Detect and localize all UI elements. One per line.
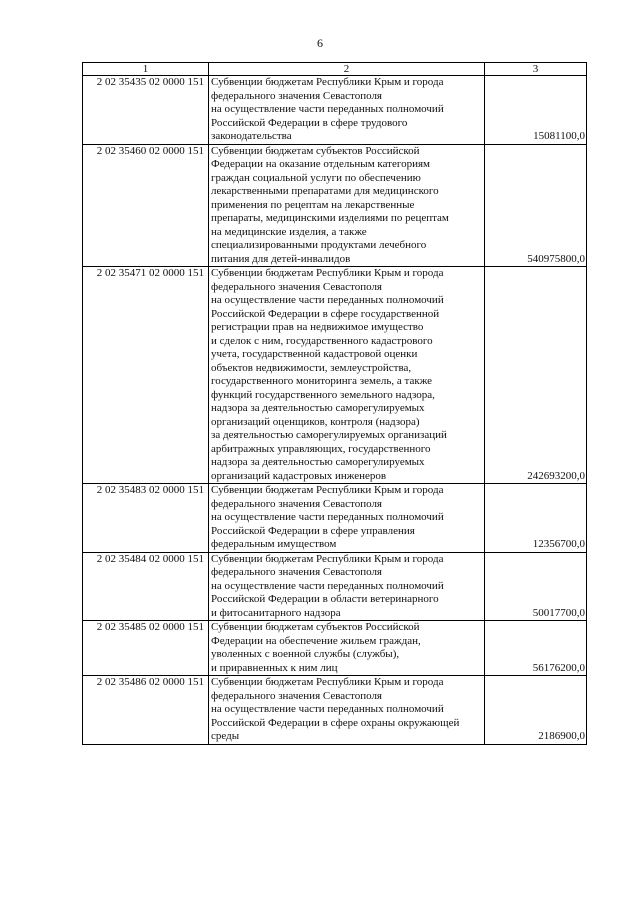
description-line: Субвенции бюджетам Республики Крым и города: [211, 76, 444, 88]
description-line: за деятельностью саморегулируемых организаций: [211, 429, 447, 441]
description-line: на осуществление части переданных полномочий: [211, 511, 444, 523]
description-line: федеральным имуществом: [211, 538, 337, 550]
description-line: государственного мониторинга земель, а также: [211, 375, 433, 387]
amount-cell: 15081100,0: [485, 76, 587, 145]
description-line: федерального значения Севастополя: [211, 689, 382, 702]
amount-cell: 12356700,0: [485, 484, 587, 553]
description-line: организаций оценщиков, контроля (надзора): [211, 415, 420, 428]
description-line: специализированными продуктами лечебного: [211, 239, 427, 251]
description-line: федерального значения Севастополя: [211, 280, 382, 293]
amount-cell: 242693200,0: [485, 267, 587, 484]
description-cell: [209, 484, 485, 553]
description-line: Российской Федерации в сфере трудового: [211, 116, 408, 129]
table-row: [83, 621, 587, 676]
classification-code: 2 02 35486 02 0000 151: [83, 676, 209, 745]
description-line: Федерации на оказание отдельным категориям: [211, 158, 431, 170]
description-line: питания для детей-инвалидов: [211, 252, 351, 265]
description-line: федерального значения Севастополя: [211, 566, 382, 578]
description-line: на медицинские изделия, а также: [211, 225, 367, 238]
column-header-2: 2: [209, 63, 485, 76]
table-row: [83, 144, 587, 267]
description-line: объектов недвижимости, землеустройства,: [211, 361, 412, 374]
amount-cell: 56176200,0: [485, 621, 587, 676]
description-line: надзора за деятельностью саморегулируемых: [211, 402, 425, 414]
classification-code: 2 02 35484 02 0000 151: [83, 552, 209, 621]
description-cell: [209, 552, 485, 621]
description-line: на осуществление части переданных полномочий: [211, 294, 444, 306]
header-row: [83, 63, 587, 76]
description-line: регистрации прав на недвижимое имущество: [211, 321, 424, 333]
description-line: организаций кадастровых инженеров: [211, 469, 387, 482]
classification-code: 2 02 35460 02 0000 151: [83, 144, 209, 267]
amount-cell: 50017700,0: [485, 552, 587, 621]
amount-cell: 2186900,0: [485, 676, 587, 745]
description-line: граждан социальной услуги по обеспечению: [211, 171, 421, 184]
column-header-3: 3: [485, 63, 587, 76]
description-line: на осуществление части переданных полномочий: [211, 579, 444, 592]
description-line: Российской Федерации в области ветеринарного: [211, 593, 439, 605]
description-line: арбитражных управляющих, государственного: [211, 442, 431, 455]
description-line: учета, государственной кадастровой оценки: [211, 348, 418, 360]
table-row: [83, 76, 587, 145]
table-row: [83, 267, 587, 484]
description-line: Субвенции бюджетам Республики Крым и города: [211, 676, 444, 688]
description-line: на осуществление части переданных полномочий: [211, 703, 444, 715]
description-line: среды: [211, 730, 240, 742]
classification-code: 2 02 35471 02 0000 151: [83, 267, 209, 484]
column-header-1: 1: [83, 63, 209, 76]
description-cell: [209, 76, 485, 145]
description-line: Субвенции бюджетам субъектов Российской: [211, 144, 420, 157]
description-line: федерального значения Севастополя: [211, 497, 382, 510]
description-cell: [209, 267, 485, 484]
description-cell: [209, 144, 485, 267]
table-row: [83, 484, 587, 553]
classification-code: 2 02 35483 02 0000 151: [83, 484, 209, 553]
description-line: функций государственного земельного надзора,: [211, 388, 435, 401]
description-line: уволенных с военной службы (службы),: [211, 648, 400, 660]
budget-table: [82, 62, 587, 745]
description-line: и приравненных к ним лиц: [211, 661, 338, 674]
description-line: надзора за деятельностью саморегулируемых: [211, 456, 425, 468]
description-line: и сделок с ним, государственного кадастрового: [211, 334, 433, 347]
description-cell: [209, 621, 485, 676]
page-number: 6: [317, 36, 323, 50]
description-line: лекарственными препаратами для медицинского: [211, 185, 439, 197]
classification-code: 2 02 35435 02 0000 151: [83, 76, 209, 145]
description-line: Российской Федерации в сфере охраны окружающей: [211, 716, 460, 729]
description-line: Субвенции бюджетам Республики Крым и города: [211, 552, 444, 565]
description-line: Федерации на обеспечение жильем граждан,: [211, 634, 421, 647]
description-line: препараты, медицинскими изделиями по рецептам: [211, 212, 449, 224]
amount-cell: 540975800,0: [485, 144, 587, 267]
classification-code: 2 02 35485 02 0000 151: [83, 621, 209, 676]
description-line: Субвенции бюджетам Республики Крым и города: [211, 267, 444, 279]
table-row: [83, 676, 587, 745]
table-row: [83, 552, 587, 621]
description-line: законодательства: [211, 130, 292, 142]
description-line: Субвенции бюджетам Республики Крым и города: [211, 484, 444, 496]
description-line: федерального значения Севастополя: [211, 89, 382, 102]
description-line: и фитосанитарного надзора: [211, 606, 341, 619]
description-line: на осуществление части переданных полномочий: [211, 103, 444, 115]
table-body: [83, 76, 587, 745]
description-cell: [209, 676, 485, 745]
description-line: применения по рецептам на лекарственные: [211, 198, 415, 211]
description-line: Российской Федерации в сфере государственной: [211, 307, 440, 320]
description-line: Российской Федерации в сфере управления: [211, 524, 415, 537]
description-line: Субвенции бюджетам субъектов Российской: [211, 621, 420, 633]
